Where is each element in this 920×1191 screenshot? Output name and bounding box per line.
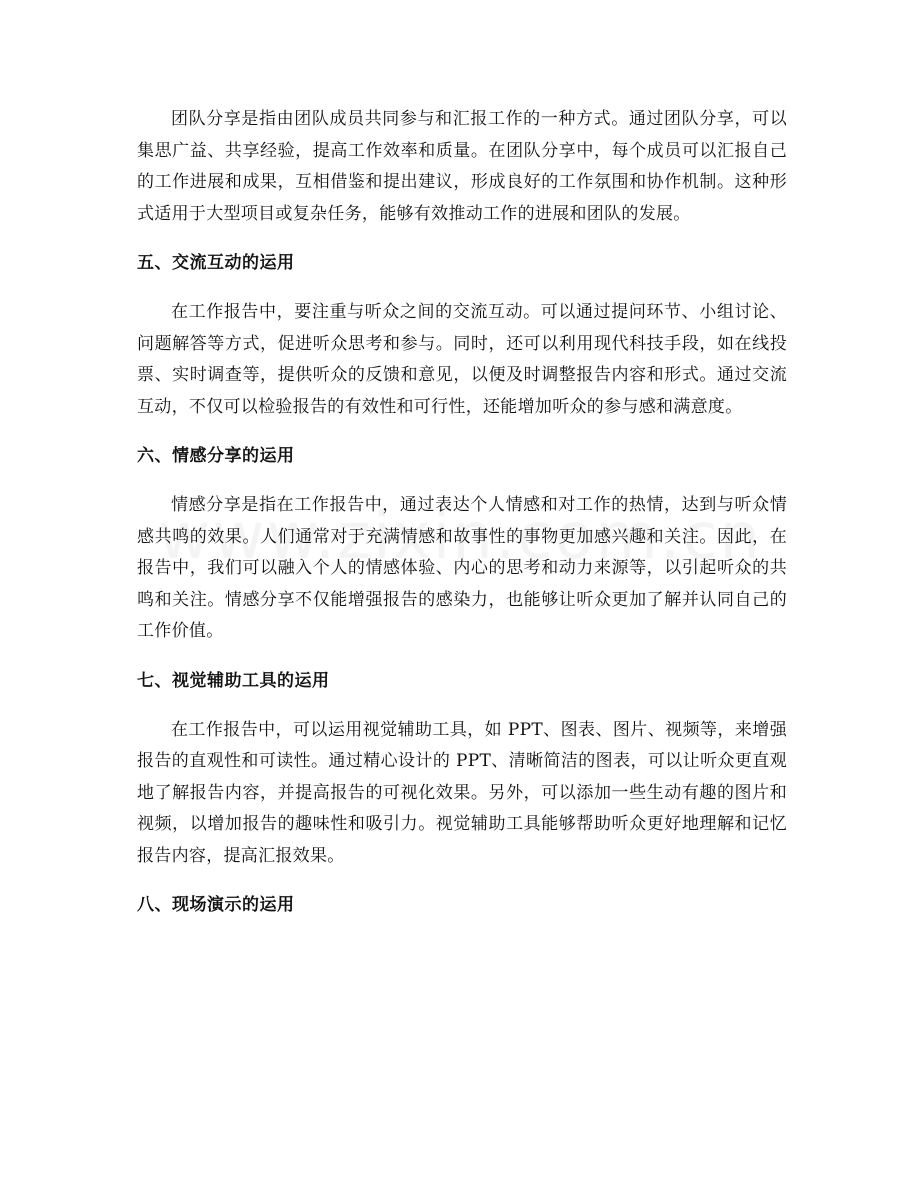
spacer [137,697,787,715]
spacer [137,230,787,248]
paragraph-interaction: 在工作报告中，要注重与听众之间的交流互动。可以通过提问环节、小组讨论、问题解答等方式，促进听众思考和参与。同时，还可以利用现代科技手段，如在线投票、实时调查等，提供听众的反馈和意见，以便及时调整报告内容和形式。通过交流互动，不仅可以检验报告的有效性和可行性，还能增加听众的参与感和满意度。 [137,302,787,417]
paragraph-visual-aids: 在工作报告中，可以运用视觉辅助工具，如 PPT、图表、图片、视频等，来增强报告的直观性和可读性。通过精心设计的 PPT、清晰简洁的图表，可以让听众更直观地了解报告内容，并提高报告的可视化效果。另外，可以添加一些生动有趣的图片和视频，以增加报告的趣味性和吸引力。视觉辅助工具能够帮助听众更好地理解和记忆报告内容，提高汇报效果。 [137,719,787,866]
spacer [137,423,787,441]
heading-section-6: 六、情感分享的运用 [137,446,295,466]
spacer [137,648,787,666]
heading-section-7: 七、视觉辅助工具的运用 [137,670,330,691]
heading-section-8: 八、现场演示的运用 [137,895,295,915]
document-body [137,104,787,921]
spacer [137,872,787,890]
paragraph-emotional-sharing: 情感分享是指在工作报告中，通过表达个人情感和对工作的热情，达到与听众情感共鸣的效果。人们通常对于充满情感和故事性的事物更加感兴趣和关注。因此，在报告中，我们可以融入个人的情感体验、内心的思考和动力来源等，以引起听众的共鸣和关注。情感分享不仅能增强报告的感染力，也能够让听众更加了解并认同自己的工作价值。 [137,495,787,641]
spacer [137,279,787,297]
paragraph-team-sharing: 团队分享是指由团队成员共同参与和汇报工作的一种方式。通过团队分享，可以集思广益、共享经验，提高工作效率和质量。在团队分享中，每个成员可以汇报自己的工作进展和成果，互相借鉴和提出建议，形成良好的工作氛围和协作机制。这种形式适用于大型项目或复杂任务，能够有效推动工作的进展和团队的发展。 [137,109,787,224]
spacer [137,472,787,490]
heading-section-5: 五、交流互动的运用 [137,253,295,273]
